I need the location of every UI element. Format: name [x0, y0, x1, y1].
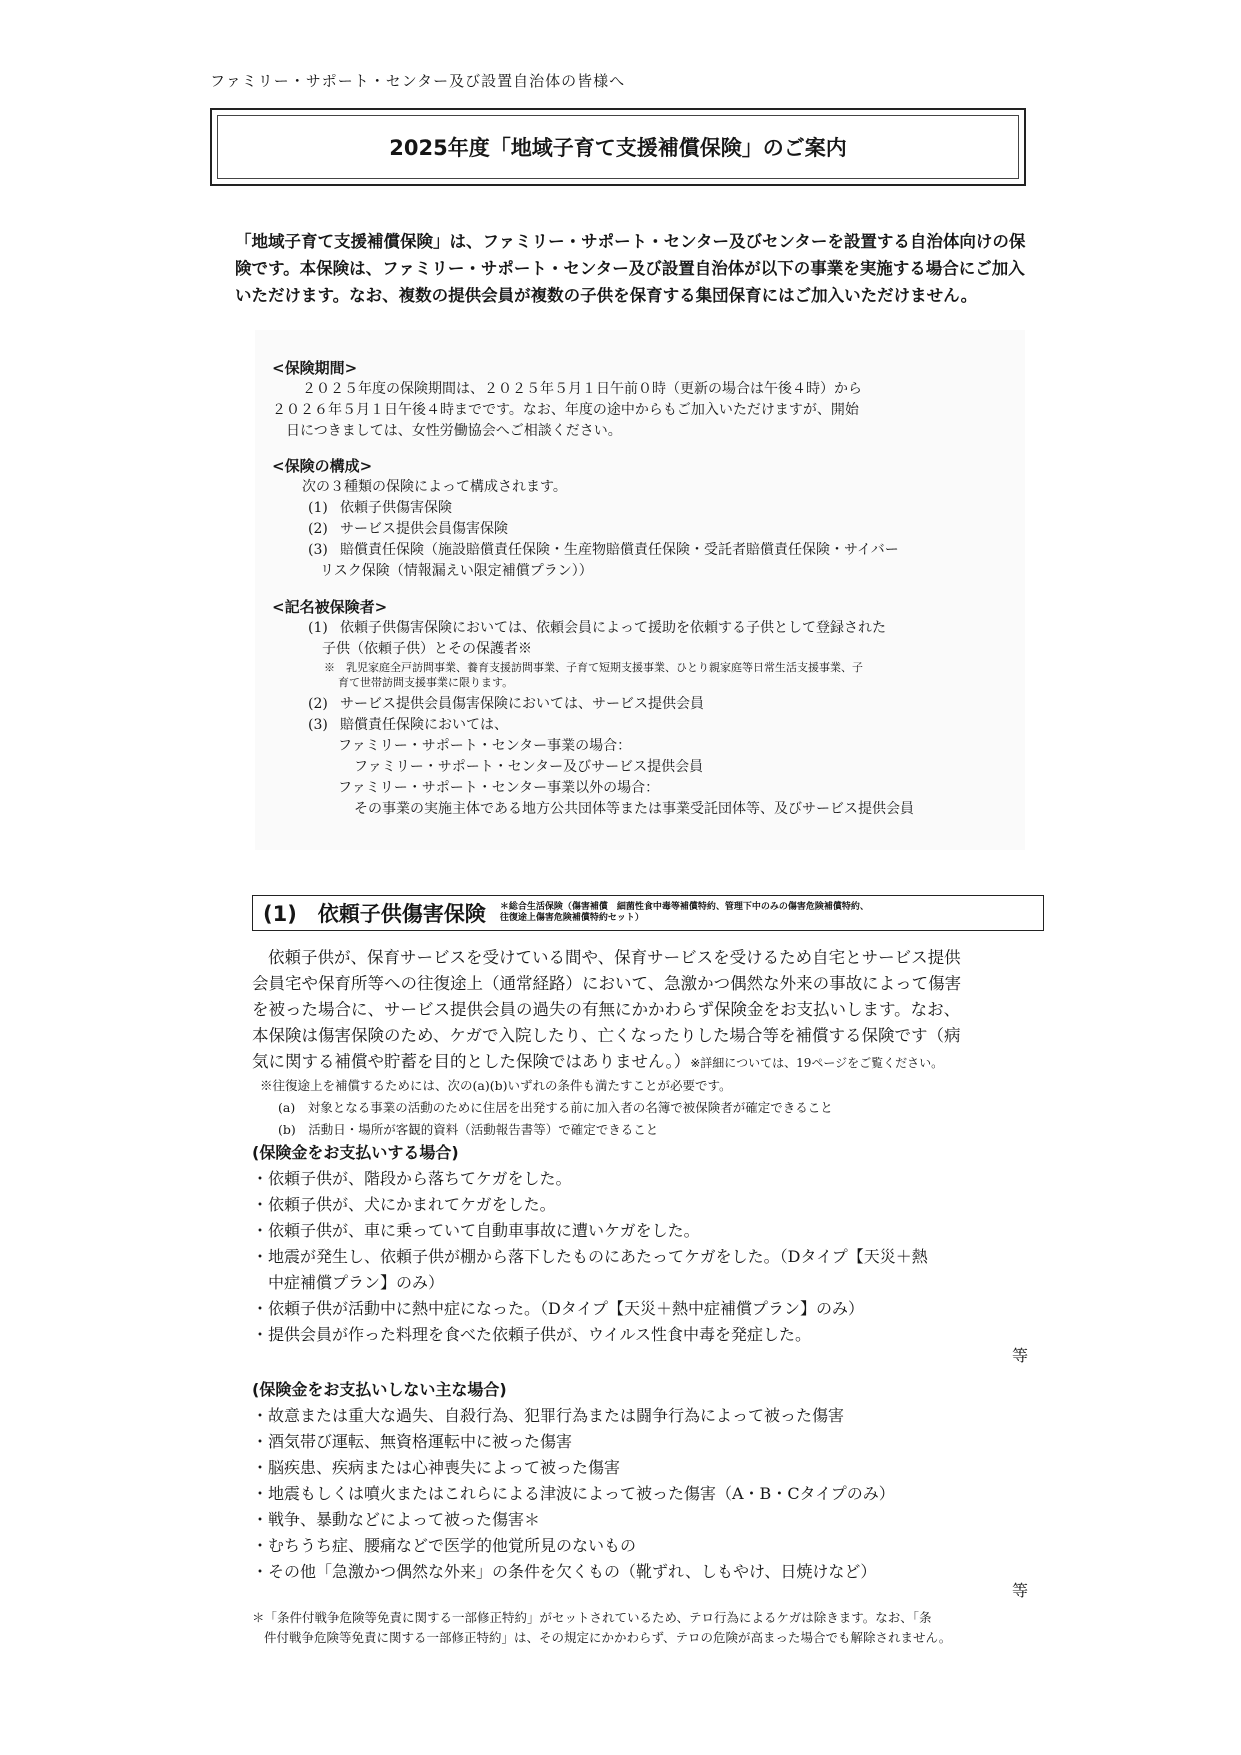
list-item: ・酒気帯び運転、無資格運転中に被った傷害	[252, 1432, 573, 1451]
list-item: ・脳疾患、疾病または心神喪失によって被った傷害	[252, 1458, 621, 1477]
list-item: ・提供会員が作った料理を食べた依頼子供が、ウイルス性食中毒を発症した。	[252, 1325, 812, 1344]
list-item: ・依頼子供が活動中に熱中症になった。（Dタイプ【天災＋熱中症補償プラン】のみ）	[252, 1299, 865, 1318]
section-note	[500, 902, 869, 924]
structure-item-num: (2)	[308, 521, 328, 537]
section-header	[252, 895, 1044, 931]
period-line: ２０２６年５月１日午後４時までです。なお、年度の途中からもご加入いただけますが、開始	[272, 402, 859, 418]
list-item: ・地震が発生し、依頼子供が棚から落下したものにあたってケガをした。（Dタイプ【天災＋熱	[252, 1247, 928, 1266]
nopay-cases	[252, 1377, 1042, 1585]
period-section	[272, 358, 992, 442]
insured-item-text: サービス提供会員傷害保険においては、サービス提供会員	[340, 696, 704, 712]
list-item: ・故意または重大な過失、自殺行為、犯罪行為または闘争行為によって被った傷害	[252, 1406, 845, 1425]
period-heading: <保険期間>	[272, 359, 358, 377]
commute-note: ※往復途上を補償するためには、次の(a)(b)いずれの条件も満たすことが必要です。	[260, 1078, 732, 1093]
footnote-line: 件付戦争危険等免責に関する一部修正特約」は、その規定にかかわらず、テロの危険が高まった場合でも解除されません。	[264, 1630, 952, 1645]
period-line: 日につきましては、女性労働協会へご相談ください。	[286, 423, 622, 439]
list-item: ・むちうち症、腰痛などで医学的他覚所見のないもの	[252, 1536, 637, 1555]
insured-case-label: ファミリー・サポート・センター事業の場合：	[338, 738, 632, 754]
insured-item-text: 賠償責任保険においては、	[340, 717, 508, 733]
structure-heading: <保険の構成>	[272, 457, 373, 475]
period-line: ２０２５年度の保険期間は、２０２５年５月１日午前０時（更新の場合は午後４時）から	[302, 381, 862, 397]
insured-item-num: (1)	[308, 620, 328, 636]
insured-section	[272, 597, 992, 820]
structure-item	[272, 540, 992, 561]
pay-heading: (保険金をお支払いする場合)	[252, 1143, 459, 1162]
insured-case-value: ファミリー・サポート・センター及びサービス提供会員	[354, 759, 704, 775]
section-body-line: 会員宅や保育所等への往復途上（通常経路）において、急激かつ偶然な外来の事故によって傷害	[252, 974, 962, 993]
insured-case-value: その事業の実施主体である地方公共団体等または事業受託団体等、及びサービス提供会員	[354, 801, 914, 817]
insured-case-label: ファミリー・サポート・センター事業以外の場合：	[338, 780, 660, 796]
section-title: (1) 依頼子供傷害保険	[263, 902, 486, 926]
section-detail-note: ※詳細については、19ページをご覧ください。	[690, 1056, 944, 1070]
intro-paragraph: 「地域子育て支援補償保険」は、ファミリー・サポート・センター及びセンターを設置する自治体向けの保険です。本保険は、ファミリー・サポート・センター及び設置自治体が以下の事業を実施する場合にご加入いただけます。なお、複数の提供会員が複数の子供を保育する集団保育にはご加入いただけません。	[235, 232, 1026, 305]
insured-note: ※ 乳児家庭全戸訪問事業、養育支援訪問事業、子育て短期支援事業、ひとり親家庭等日常生活支援事業、子	[324, 661, 863, 674]
insured-heading: <記名被保険者>	[272, 598, 388, 616]
list-item: ・地震もしくは噴火またはこれらによる津波によって被った傷害（A・B・Cタイプのみ）	[252, 1484, 895, 1503]
section-body-line: を被った場合に、サービス提供会員の過失の有無にかかわらず保険金をお支払いします。なお、	[252, 1000, 961, 1019]
nopay-etc: 等	[1012, 1581, 1029, 1600]
list-item: ・依頼子供が、犬にかまれてケガをした。	[252, 1195, 556, 1214]
section-body-line: 依頼子供が、保育サービスを受けている間や、保育サービスを受けるため自宅とサービス提供	[268, 948, 961, 967]
structure-item	[272, 498, 992, 519]
structure-item-text: 依頼子供傷害保険	[340, 500, 452, 516]
structure-section	[272, 456, 992, 582]
list-item: ・戦争、暴動などによって被った傷害＊	[252, 1510, 541, 1529]
structure-item-text: サービス提供会員傷害保険	[340, 521, 508, 537]
insured-item-num: (2)	[308, 696, 328, 712]
condition-b: (b) 活動日・場所が客観的資料（活動報告書等）で確定できること	[278, 1122, 659, 1137]
section-body-line: 本保険は傷害保険のため、ケガで入院したり、亡くなったりした場合等を補償する保険です（病	[252, 1026, 961, 1045]
greeting: ファミリー・サポート・センター及び設置自治体の皆様へ	[210, 72, 626, 90]
structure-item-num: (1)	[308, 500, 328, 516]
insured-item-text: 子供（依頼子供）とその保護者※	[322, 641, 532, 657]
insured-note: 育て世帯訪問支援事業に限ります。	[338, 676, 514, 689]
insured-item-num: (3)	[308, 717, 328, 733]
section-note-line: 往復途上傷害危険補償特約セット）	[499, 913, 644, 923]
structure-lead: 次の３種類の保険によって構成されます。	[302, 479, 567, 495]
footnote-line: ＊「条件付戦争危険等免責に関する一部修正特約」がセットされているため、テロ行為によるケガは除きます。なお、「条	[252, 1610, 932, 1625]
footnote	[252, 1608, 1052, 1648]
structure-item	[272, 519, 992, 540]
list-item: ・依頼子供が、車に乗っていて自動車事故に遭いケガをした。	[252, 1221, 700, 1240]
structure-item-text: 賠償責任保険（施設賠償責任保険・生産物賠償責任保険・受託者賠償責任保険・サイバー	[340, 542, 899, 558]
nopay-heading: (保険金をお支払いしない主な場合)	[252, 1380, 507, 1399]
structure-item-num: (3)	[308, 542, 328, 558]
list-item: 中症補償プラン】のみ）	[252, 1273, 445, 1292]
section-body	[252, 945, 1047, 1141]
pay-cases	[252, 1140, 1042, 1348]
list-item: ・依頼子供が、階段から落ちてケガをした。	[252, 1169, 572, 1188]
title-box	[210, 108, 1026, 186]
list-item: ・その他「急激かつ偶然な外来」の条件を欠くもの（靴ずれ、しもやけ、日焼けなど）	[252, 1562, 877, 1581]
section-note-line: ＊総合生活保険（傷害補償 細菌性食中毒等補償特約、管理下中のみの傷害危険補償特約、	[499, 902, 869, 912]
condition-a: (a) 対象となる事業の活動のために住居を出発する前に加入者の名簿で被保険者が確定できること	[278, 1100, 833, 1115]
structure-item-cont: リスク保険（情報漏えい限定補償プラン））	[320, 563, 593, 579]
pay-etc: 等	[1012, 1346, 1029, 1365]
section-body-line: 気に関する補償や貯蓄を目的とした保険ではありません。）	[252, 1052, 691, 1071]
insured-item-text: 依頼子供傷害保険においては、依頼会員によって援助を依頼する子供として登録された	[340, 620, 886, 636]
page-title: 2025年度「地域子育て支援補償保険」のご案内	[389, 136, 847, 160]
